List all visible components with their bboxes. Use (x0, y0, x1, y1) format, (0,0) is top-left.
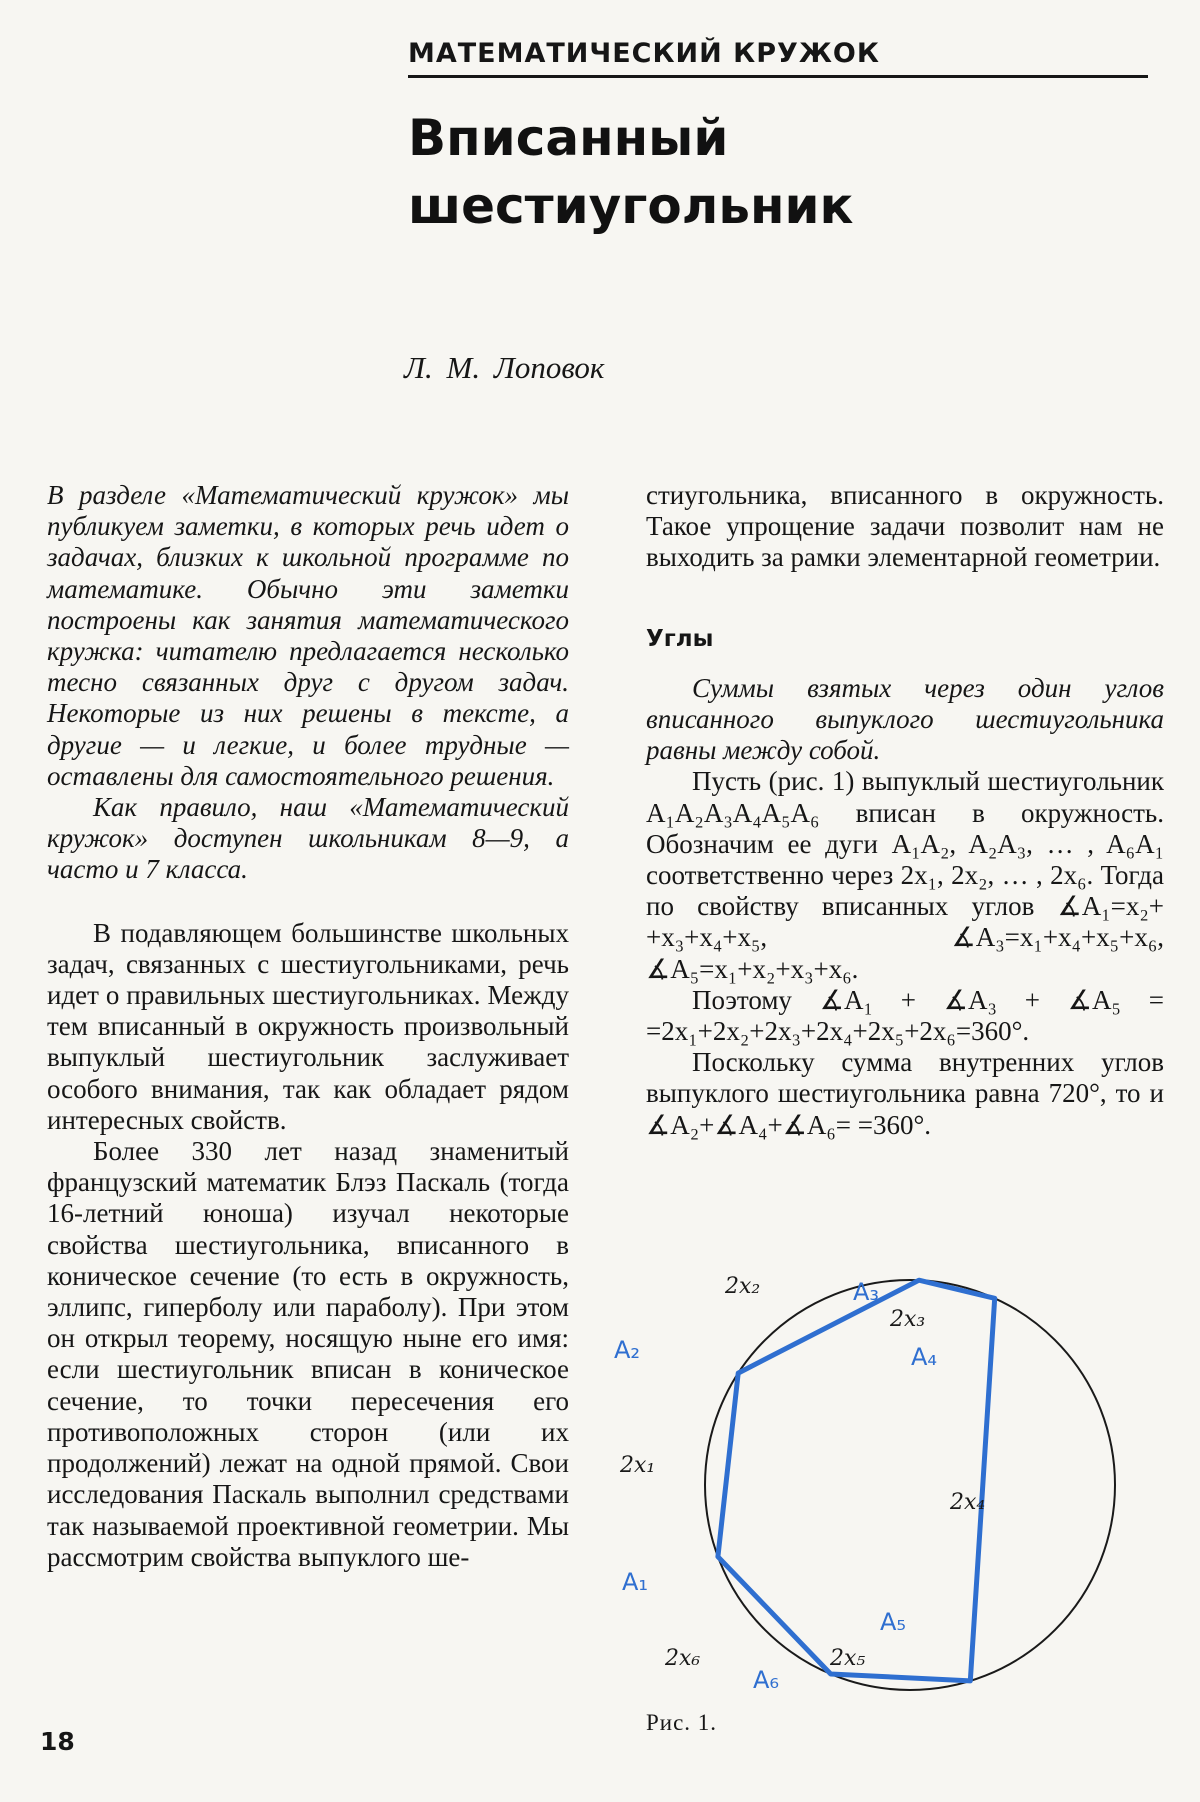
body-paragraph-3: стиугольника, вписанного в окружность. Такое упрощение задачи позволит нам не выходить за рамки элементарной геометрии. (646, 480, 1164, 573)
right-column (646, 480, 1164, 1141)
proof-paragraph-2: Поэтому ∡A₁ + ∡A₃ + ∡A₅ = =2x₁+2x₂+2x₃+2x₄+2x₅+2x₆=360°. (646, 984, 1164, 1047)
vertex-label-a5: A₅ (880, 1608, 907, 1636)
rubric-header: МАТЕМАТИЧЕСКИЙ КРУЖОК (408, 38, 880, 69)
figure-inscribed-hexagon (614, 1255, 1180, 1715)
vertex-label-a4: A₄ (911, 1343, 938, 1371)
arc-label-2x5: 2x₅ (830, 1646, 866, 1671)
article-title (408, 104, 1108, 240)
rubric-divider (408, 75, 1148, 78)
arc-label-2x2: 2x₂ (725, 1274, 761, 1299)
page-number: 18 (40, 1727, 75, 1756)
section-heading: Углы (646, 625, 714, 652)
proof-paragraph-1: Пусть (рис. 1) выпуклый шестиугольник A₁A₂A₃A₄A₅A₆ вписан в окружность. Обозначим ее дуги A₁A₂, A₂A₃, … , A₆A₁ соответственно через 2x₁, 2x₂, … , 2x₆. Тогда по свойству вписанных углов ∡A₁=x₂+ +x₃+x₄+x₅, ∡A₃=x₁+x₄+x₅+x₆, ∡A₅=x₁+x₂+x₃+x₆. (646, 766, 1164, 984)
vertex-label-a6: A₆ (753, 1666, 780, 1694)
theorem-statement: Суммы взятых через один углов вписанного выпуклого шестиугольника равны между собой. (646, 672, 1164, 766)
left-column (47, 480, 569, 1573)
intro-paragraph-2: Как правило, наш «Математический кружок» доступен школьникам 8—9, а часто и 7 класса. (47, 792, 569, 885)
arc-label-2x3: 2x₃ (890, 1307, 926, 1332)
figure-caption: Рис. 1. (646, 1710, 718, 1735)
arc-label-2x6: 2x₆ (665, 1646, 701, 1671)
body-paragraph-2: Более 330 лет назад знаменитый французский математик Блэз Паскаль (тогда 16-летний юноша) изучал некоторые свойства шестиугольника, вписанного в коническое сечение (то есть в окружность, эллипс, гиперболу или параболу). При этом он открыл теорему, носящую ныне его имя: если шестиугольник вписан в коническое сечение, то точки пересечения его противоположных сторон (или их продолжений) лежат на одной прямой. Свои исследования Паскаль выполнил средствами так называемой проективной геометрии. Мы рассмотрим свойства выпуклого ше- (47, 1136, 569, 1572)
author-name: Л. М. Лоповок (404, 350, 605, 385)
intro-paragraph-1: В разделе «Математический кружок» мы публикуем заметки, в которых речь идет о задачах, близких к школьной программе по математике. Обычно эти заметки построены как занятия математического кружка: читателю предлагается несколько тесно связанных друг с другом задач. Некоторые из них решены в тексте, а другие — и легкие, и более трудные — оставлены для самостоятельного решения. (47, 480, 569, 791)
title-line-1: Вписанный (408, 109, 729, 167)
title-line-2: шестиугольник (408, 177, 854, 235)
arc-label-2x4: 2x₄ (950, 1490, 986, 1515)
vertex-label-a2: A₂ (614, 1336, 641, 1364)
vertex-label-a3: A₃ (853, 1278, 880, 1306)
arc-label-2x1: 2x₁ (620, 1453, 656, 1478)
body-paragraph-1: В подавляющем большинстве школьных задач, связанных с шестиугольниками, речь идет о правильных шестиугольниках. Между тем вписанный в окружность произвольный выпуклый шестиугольник заслуживает особого внимания, так как обладает рядом интересных свойств. (47, 917, 569, 1135)
hexagon-polygon (718, 1280, 995, 1681)
proof-paragraph-3: Поскольку сумма внутренних углов выпуклого шестиугольника равна 720°, то и ∡A₂+∡A₄+∡A₆= =360°. (646, 1047, 1164, 1140)
vertex-label-a1: A₁ (622, 1568, 649, 1596)
circumscribed-circle (705, 1280, 1115, 1690)
